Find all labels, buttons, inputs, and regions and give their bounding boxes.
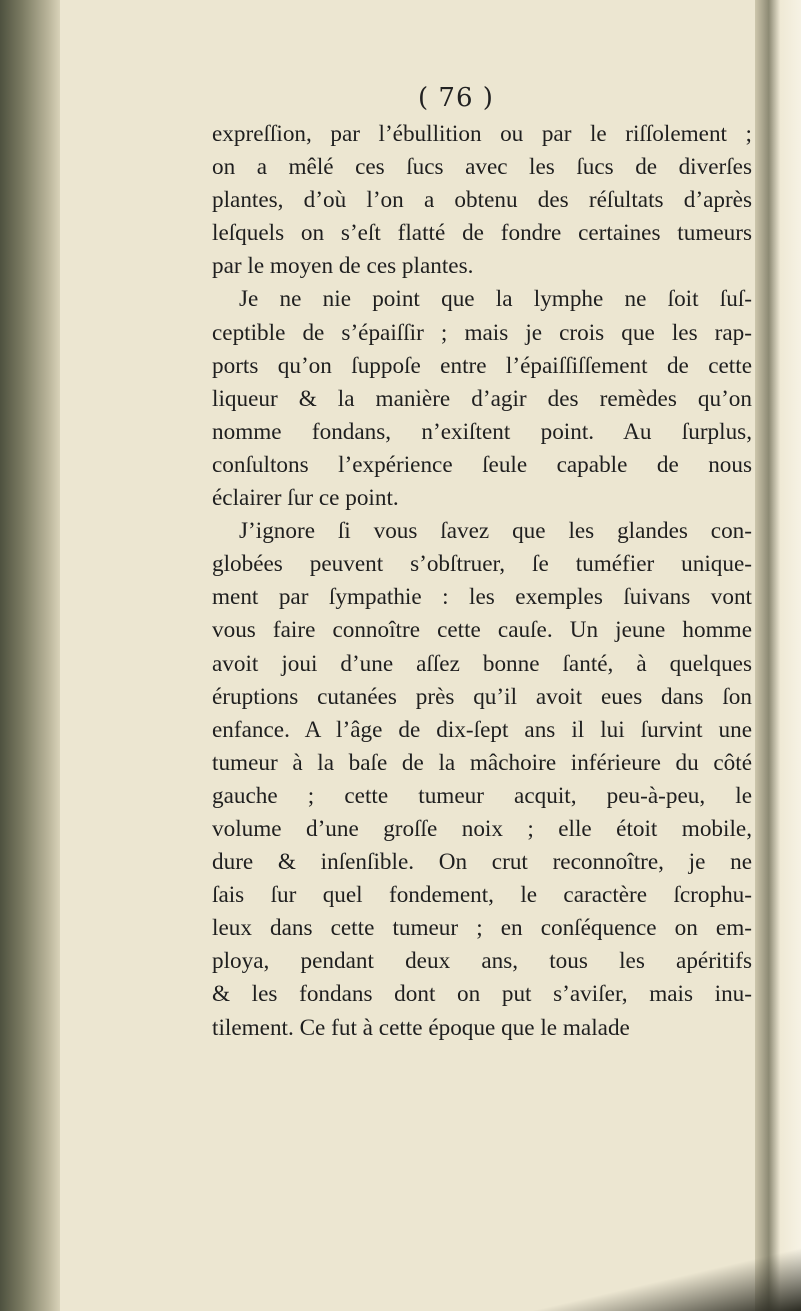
left-page-shadow xyxy=(0,0,64,1311)
text-line: éruptions cutanées près qu’il avoit eues dans ſon xyxy=(212,683,752,710)
page-number: ( 76 ) xyxy=(418,83,494,113)
body-text xyxy=(212,118,752,1045)
text-line: ports qu’on ſuppoſe entre l’épaiſſiſſement de cette xyxy=(212,352,752,379)
text-line: liqueur & la manière d’agir des remèdes qu’on xyxy=(212,385,752,412)
right-page-edge xyxy=(755,0,801,1311)
text-line: vous faire connoître cette cauſe. Un jeune homme xyxy=(212,617,752,644)
text-line: expreſſion, par l’ébullition ou par le riſſolement ; xyxy=(212,121,752,147)
text-line: ceptible de s’épaiſſir ; mais je crois que les rap- xyxy=(212,319,752,346)
bottom-corner-shadow xyxy=(501,1241,801,1311)
text-line: leux dans cette tumeur ; en conſéquence on em- xyxy=(212,915,752,942)
text-line: ploya, pendant deux ans, tous les apéritifs xyxy=(212,948,752,975)
text-line: & les fondans dont on put s’aviſer, mais inu- xyxy=(212,981,752,1008)
text-line: J’ignore ſi vous ſavez que les glandes con- xyxy=(239,518,752,545)
text-line: gauche ; cette tumeur acquit, peu-à-peu, le xyxy=(212,782,752,809)
text-line: enfance. A l’âge de dix-ſept ans il lui ſurvint une xyxy=(212,716,752,743)
text-line: tilement. Ce fut à cette époque que le malade xyxy=(212,1014,630,1041)
text-line: par le moyen de ces plantes. xyxy=(212,253,474,280)
text-line: volume d’une groſſe noix ; elle étoit mobile, xyxy=(212,815,752,842)
text-line: globées peuvent s’obſtruer, ſe tuméfier unique- xyxy=(212,551,752,578)
text-line: éclairer ſur ce point. xyxy=(212,485,399,512)
text-line: ſais ſur quel fondement, le caractère ſcrophu- xyxy=(212,882,752,909)
text-line: conſultons l’expérience ſeule capable de nous xyxy=(212,451,752,478)
text-line: leſquels on s’eſt flatté de fondre certaines tumeurs xyxy=(212,220,752,247)
text-line: ment par ſympathie : les exemples ſuivans vont xyxy=(212,584,752,611)
text-line: tumeur à la baſe de la mâchoire inférieure du côté xyxy=(212,749,752,776)
text-line: avoit joui d’une aſſez bonne ſanté, à quelques xyxy=(212,650,752,677)
text-line: nomme fondans, n’exiſtent point. Au ſurplus, xyxy=(212,418,752,445)
text-line: Je ne nie point que la lymphe ne ſoit ſuſ- xyxy=(239,286,752,313)
text-line: dure & inſenſible. On crut reconnoître, je ne xyxy=(212,849,752,876)
text-line: on a mêlé ces ſucs avec les ſucs de diverſes xyxy=(212,154,752,181)
text-line: plantes, d’où l’on a obtenu des réſultats d’après xyxy=(212,187,752,214)
